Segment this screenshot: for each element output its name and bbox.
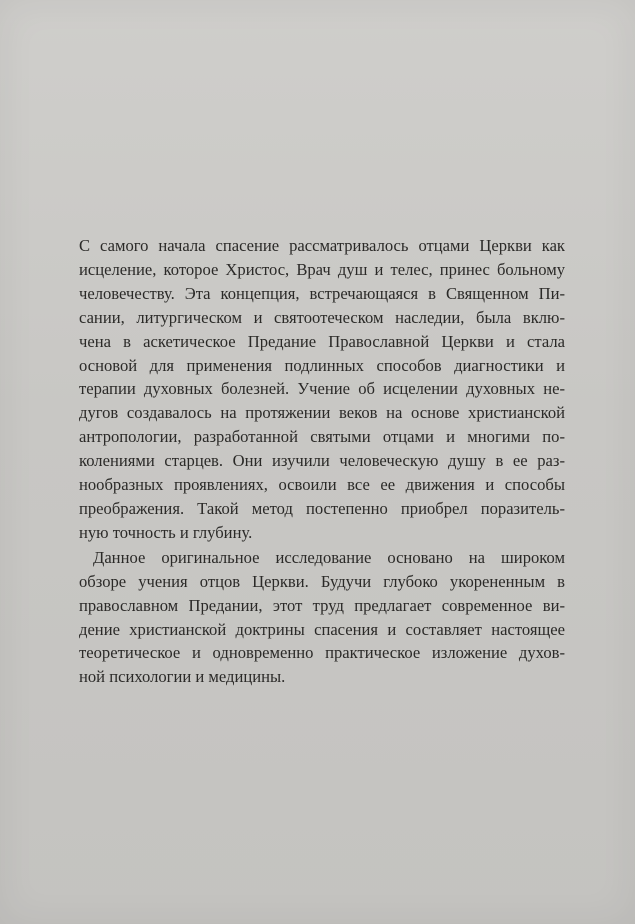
text-line: колениями старцев. Они изучили человеческую душу в ее раз-	[79, 451, 565, 471]
text-line: С самого начала спасение рассматривалось отцами Церкви как	[79, 236, 565, 255]
text-line: преображения. Такой метод постепенно приобрел поразитель-	[79, 498, 565, 518]
text-line: терапии духовных болезней. Учение об исцелении духовных не-	[79, 379, 565, 399]
text-line: Данное оригинальное исследование основано на широком	[93, 547, 565, 567]
paragraph-1	[79, 234, 565, 545]
text-line: ной психологии и медицины.	[79, 667, 286, 687]
text-line: ную точность и глубину.	[79, 522, 253, 542]
text-line: православном Предании, этот труд предлагает современное ви-	[79, 595, 565, 615]
body-text	[79, 234, 565, 689]
text-line: человечеству. Эта концепция, встречающаяся в Священном Пи-	[79, 283, 565, 303]
text-line: теоретическое и одновременно практическое изложение духов-	[79, 643, 565, 663]
text-line: нообразных проявлениях, освоили все ее движения и способы	[79, 475, 565, 495]
text-line: обзоре учения отцов Церкви. Будучи глубоко укорененным в	[79, 571, 565, 591]
text-line: исцеление, которое Христос, Врач душ и телес, принес больному	[79, 259, 565, 279]
paragraph-2	[79, 546, 565, 689]
text-line: чена в аскетическое Предание Православной Церкви и стала	[79, 331, 565, 351]
text-line: сании, литургическом и святоотеческом наследии, была вклю-	[79, 307, 565, 327]
text-line: дугов создавалось на протяжении веков на основе христианской	[79, 403, 565, 423]
text-line: дение христианской доктрины спасения и составляет настоящее	[79, 619, 565, 639]
text-line: основой для применения подлинных способов диагностики и	[79, 355, 565, 375]
text-line: антропологии, разработанной святыми отцами и многими по-	[79, 427, 565, 447]
